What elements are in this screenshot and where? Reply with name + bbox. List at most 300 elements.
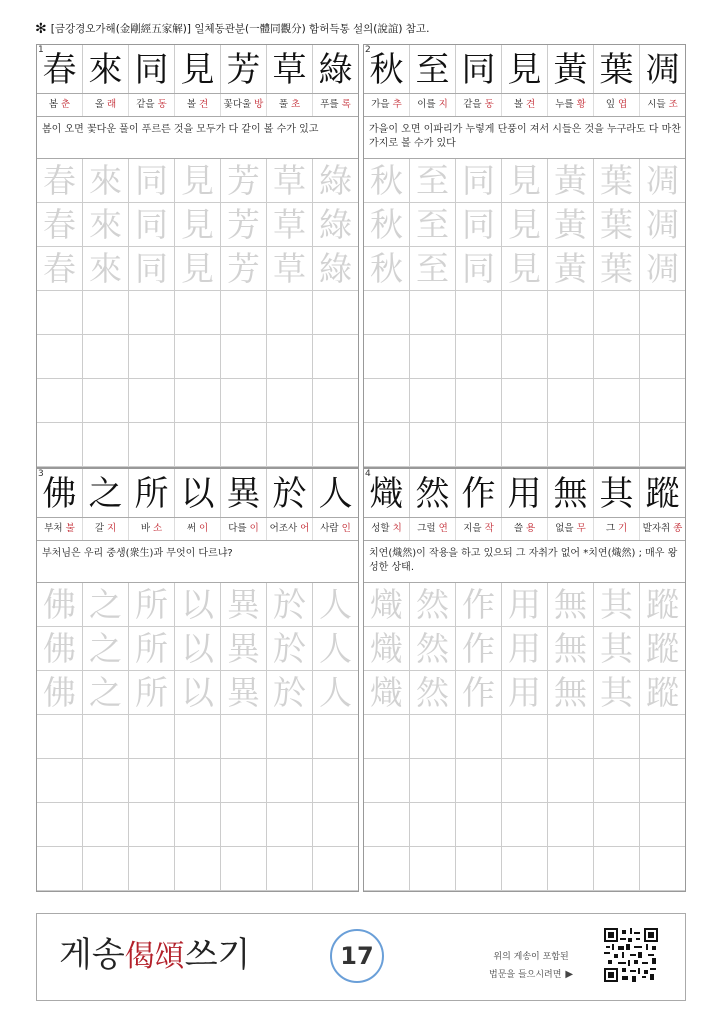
blank-practice-row [37, 759, 358, 803]
writing-cell[interactable] [364, 291, 410, 334]
trace-char: 葉 [594, 247, 640, 290]
meaning-word: 볼 [513, 99, 523, 110]
blank-practice-row [364, 379, 685, 423]
meaning-cell [640, 518, 685, 540]
hanja-char: 見 [507, 50, 542, 90]
writing-cell[interactable] [640, 847, 685, 890]
writing-cell[interactable] [410, 423, 456, 466]
meaning-word: 이를 [417, 99, 436, 110]
meaning-cell [502, 94, 548, 116]
translation: 치연(熾然)이 작용을 하고 있으되 그 자취가 없어 *치연(熾然) ; 매우 왕성한 상태. [364, 541, 685, 583]
trace-char: 見 [175, 203, 221, 246]
writing-cell[interactable] [640, 291, 685, 334]
writing-cell[interactable] [313, 423, 358, 466]
trace-char: 其 [594, 583, 640, 626]
writing-cell[interactable] [267, 847, 313, 890]
trace-row [364, 671, 685, 715]
hanja-char: 其 [599, 474, 634, 514]
trace-char: 佛 [37, 671, 83, 714]
writing-cell[interactable] [83, 715, 129, 758]
trace-char: 春 [37, 203, 83, 246]
trace-char: 來 [83, 247, 129, 290]
writing-cell[interactable] [410, 803, 456, 846]
meaning-cell [456, 94, 502, 116]
hanja-cell [221, 45, 267, 93]
writing-cell[interactable] [267, 335, 313, 378]
hanja-char: 同 [134, 50, 169, 90]
trace-char: 作 [456, 627, 502, 670]
writing-cell[interactable] [410, 715, 456, 758]
trace-char: 草 [267, 247, 313, 290]
hanja-char: 見 [180, 50, 215, 90]
meaning-word: 그럴 [417, 523, 436, 534]
writing-cell[interactable] [456, 335, 502, 378]
writing-cell[interactable] [175, 759, 221, 802]
hanja-char: 熾 [369, 474, 404, 514]
meaning-word: 잎 [605, 99, 615, 110]
trace-char: 黃 [548, 247, 594, 290]
trace-char: 芳 [221, 203, 267, 246]
meaning-cell [364, 94, 410, 116]
meaning-sound: 방 [254, 99, 264, 110]
panel-number: 1 [38, 45, 44, 55]
writing-cell[interactable] [502, 715, 548, 758]
trace-row [364, 627, 685, 671]
meaning-word: 꽃다울 [223, 99, 252, 110]
writing-cell[interactable] [221, 379, 267, 422]
trace-char: 芳 [221, 159, 267, 202]
trace-char: 同 [456, 159, 502, 202]
hanja-cell [175, 469, 221, 517]
hanja-cell [410, 469, 456, 517]
writing-cell[interactable] [221, 423, 267, 466]
writing-cell[interactable] [83, 335, 129, 378]
writing-cell[interactable] [548, 715, 594, 758]
writing-cell[interactable] [502, 291, 548, 334]
writing-cell[interactable] [313, 335, 358, 378]
writing-cell[interactable] [594, 379, 640, 422]
meaning-sound: 인 [341, 523, 351, 534]
writing-cell[interactable] [502, 847, 548, 890]
footer-title-prefix: 게송 [59, 935, 125, 975]
meaning-word: 푸를 [320, 99, 339, 110]
writing-cell[interactable] [313, 379, 358, 422]
meaning-sound: 록 [341, 99, 351, 110]
meaning-sound: 견 [526, 99, 536, 110]
meaning-row [364, 517, 685, 541]
practice-grid [364, 583, 685, 892]
meaning-sound: 무 [576, 523, 586, 534]
writing-cell[interactable] [364, 803, 410, 846]
writing-cell[interactable] [267, 759, 313, 802]
meaning-sound: 어 [300, 523, 310, 534]
writing-cell[interactable] [129, 803, 175, 846]
meaning-sound: 초 [291, 99, 301, 110]
writing-cell[interactable] [364, 423, 410, 466]
writing-cell[interactable] [594, 335, 640, 378]
header-note [35, 20, 695, 38]
writing-cell[interactable] [548, 379, 594, 422]
writing-cell[interactable] [502, 423, 548, 466]
qr-caption-line1: 위의 게송이 포함된 [493, 952, 569, 962]
trace-char: 見 [175, 159, 221, 202]
meaning-cell [410, 518, 456, 540]
writing-cell[interactable] [129, 335, 175, 378]
trace-char: 秋 [364, 203, 410, 246]
hanja-cell [267, 45, 313, 93]
writing-cell[interactable] [313, 847, 358, 890]
writing-cell[interactable] [364, 335, 410, 378]
trace-char: 熾 [364, 583, 410, 626]
writing-cell[interactable] [83, 759, 129, 802]
writing-cell[interactable] [548, 423, 594, 466]
writing-cell[interactable] [364, 759, 410, 802]
hanja-cell [83, 469, 129, 517]
meaning-cell [221, 94, 267, 116]
trace-row [364, 247, 685, 291]
hanja-char: 黃 [553, 50, 588, 90]
writing-cell[interactable] [221, 715, 267, 758]
writing-cell[interactable] [221, 803, 267, 846]
header-text: [금강경오가해(金剛經五家解)] 일체동관분(一體同觀分) 함허득통 설의(說誼) 참고. [50, 23, 430, 35]
trace-char: 蹤 [646, 629, 679, 668]
writing-cell[interactable] [410, 759, 456, 802]
hanja-char: 秋 [369, 50, 404, 90]
writing-cell[interactable] [175, 715, 221, 758]
meaning-sound: 기 [618, 523, 628, 534]
trace-char: 之 [83, 627, 129, 670]
meaning-cell [364, 518, 410, 540]
writing-cell[interactable] [594, 847, 640, 890]
trace-char: 熾 [364, 627, 410, 670]
trace-row [37, 159, 358, 203]
trace-char: 來 [83, 203, 129, 246]
trace-char: 於 [267, 627, 313, 670]
blank-practice-row [37, 423, 358, 467]
writing-cell[interactable] [456, 423, 502, 466]
practice-grid [37, 583, 358, 892]
hanja-char: 草 [272, 50, 307, 90]
trace-char: 來 [83, 159, 129, 202]
meaning-cell [175, 94, 221, 116]
writing-cell[interactable] [83, 423, 129, 466]
meaning-cell [129, 94, 175, 116]
writing-cell[interactable] [364, 379, 410, 422]
writing-cell[interactable] [175, 335, 221, 378]
writing-cell[interactable] [456, 759, 502, 802]
writing-cell[interactable] [37, 335, 83, 378]
hanja-char: 春 [42, 50, 77, 90]
writing-cell[interactable] [640, 759, 685, 802]
footer-title [59, 930, 250, 982]
hanja-cell [313, 45, 358, 93]
writing-cell[interactable] [410, 335, 456, 378]
meaning-sound: 동 [484, 99, 494, 110]
hanja-cell [410, 45, 456, 93]
writing-cell[interactable] [267, 379, 313, 422]
writing-cell[interactable] [456, 847, 502, 890]
writing-cell[interactable] [37, 715, 83, 758]
writing-cell[interactable] [502, 379, 548, 422]
practice-panel [36, 44, 359, 468]
trace-char: 人 [319, 673, 352, 712]
trace-char: 所 [129, 583, 175, 626]
writing-cell[interactable] [502, 759, 548, 802]
trace-char: 之 [83, 671, 129, 714]
writing-cell[interactable] [129, 291, 175, 334]
meaning-word: 풀 [278, 99, 288, 110]
writing-cell[interactable] [313, 291, 358, 334]
trace-row [37, 671, 358, 715]
writing-cell[interactable] [37, 291, 83, 334]
writing-cell[interactable] [83, 379, 129, 422]
trace-char: 綠 [319, 249, 352, 288]
trace-char: 用 [502, 583, 548, 626]
hanja-cell [129, 45, 175, 93]
writing-cell[interactable] [410, 291, 456, 334]
play-arrow-icon: ▶ [565, 969, 574, 980]
writing-cell[interactable] [83, 803, 129, 846]
meaning-word: 바 [140, 523, 150, 534]
trace-row [364, 203, 685, 247]
meaning-row [37, 93, 358, 117]
blank-practice-row [364, 423, 685, 467]
meaning-sound: 연 [438, 523, 448, 534]
hanja-row [364, 469, 685, 517]
trace-char: 無 [548, 671, 594, 714]
writing-cell[interactable] [548, 335, 594, 378]
hanja-cell [502, 45, 548, 93]
writing-cell[interactable] [640, 379, 685, 422]
writing-cell[interactable] [456, 379, 502, 422]
meaning-cell [37, 94, 83, 116]
meaning-sound: 동 [157, 99, 167, 110]
meaning-sound: 추 [392, 99, 402, 110]
writing-cell[interactable] [37, 847, 83, 890]
trace-char: 黃 [548, 203, 594, 246]
meaning-cell [83, 518, 129, 540]
writing-cell[interactable] [37, 423, 83, 466]
writing-cell[interactable] [129, 847, 175, 890]
trace-char: 至 [410, 247, 456, 290]
writing-cell[interactable] [267, 803, 313, 846]
writing-cell[interactable] [594, 291, 640, 334]
blank-practice-row [364, 803, 685, 847]
meaning-cell [313, 94, 358, 116]
trace-char: 至 [410, 159, 456, 202]
writing-cell[interactable] [640, 335, 685, 378]
writing-cell[interactable] [267, 291, 313, 334]
asterisk-icon: ✻ [35, 21, 47, 37]
meaning-cell [313, 518, 358, 540]
hanja-cell [129, 469, 175, 517]
trace-char: 以 [175, 583, 221, 626]
writing-cell[interactable] [548, 291, 594, 334]
writing-cell[interactable] [410, 379, 456, 422]
footer-title-hanja: 偈頌 [124, 939, 185, 974]
hanja-char: 用 [507, 474, 542, 514]
trace-char: 異 [221, 627, 267, 670]
practice-panel [363, 44, 686, 468]
writing-cell[interactable] [640, 715, 685, 758]
hanja-cell [364, 45, 410, 93]
writing-cell[interactable] [221, 759, 267, 802]
hanja-row [364, 45, 685, 93]
hanja-row [37, 45, 358, 93]
writing-cell[interactable] [267, 715, 313, 758]
writing-cell[interactable] [640, 803, 685, 846]
meaning-cell [267, 94, 313, 116]
writing-cell[interactable] [313, 803, 358, 846]
writing-cell[interactable] [410, 847, 456, 890]
practice-panel [36, 468, 359, 892]
meaning-sound: 래 [107, 99, 117, 110]
writing-cell[interactable] [175, 803, 221, 846]
trace-char: 黃 [548, 159, 594, 202]
meaning-cell [410, 94, 456, 116]
meaning-word: 올 [94, 99, 104, 110]
blank-practice-row [37, 715, 358, 759]
writing-cell[interactable] [129, 715, 175, 758]
trace-char: 作 [456, 671, 502, 714]
hanja-char: 於 [272, 474, 307, 514]
writing-cell[interactable] [456, 803, 502, 846]
trace-char: 草 [267, 203, 313, 246]
hanja-cell [83, 45, 129, 93]
meaning-word: 써 [186, 523, 196, 534]
trace-row [364, 159, 685, 203]
hanja-cell [548, 469, 594, 517]
trace-char: 用 [502, 627, 548, 670]
writing-cell[interactable] [175, 423, 221, 466]
trace-char: 其 [594, 627, 640, 670]
hanja-cell [221, 469, 267, 517]
hanja-cell [640, 469, 685, 517]
hanja-cell [456, 469, 502, 517]
hanja-cell [175, 45, 221, 93]
trace-char: 秋 [364, 247, 410, 290]
trace-char: 同 [456, 203, 502, 246]
writing-cell[interactable] [221, 335, 267, 378]
writing-cell[interactable] [594, 803, 640, 846]
meaning-word: 가을 [371, 99, 390, 110]
writing-cell[interactable] [548, 847, 594, 890]
meaning-word: 없을 [555, 523, 574, 534]
footer [36, 913, 686, 1001]
writing-cell[interactable] [594, 423, 640, 466]
practice-panel [363, 468, 686, 892]
meaning-row [364, 93, 685, 117]
hanja-char: 無 [553, 474, 588, 514]
trace-char: 至 [410, 203, 456, 246]
translation: 부처님은 우리 중생(衆生)과 무엇이 다르냐? [37, 541, 358, 583]
writing-cell[interactable] [364, 715, 410, 758]
trace-row [37, 203, 358, 247]
writing-cell[interactable] [456, 715, 502, 758]
writing-cell[interactable] [456, 291, 502, 334]
qr-caption [489, 948, 573, 984]
writing-cell[interactable] [502, 335, 548, 378]
writing-cell[interactable] [640, 423, 685, 466]
writing-cell[interactable] [548, 759, 594, 802]
writing-cell[interactable] [594, 759, 640, 802]
meaning-sound: 지 [107, 523, 117, 534]
meaning-sound: 지 [438, 99, 448, 110]
hanja-cell [594, 45, 640, 93]
meaning-word: 쓸 [513, 523, 523, 534]
writing-cell[interactable] [37, 803, 83, 846]
writing-cell[interactable] [37, 379, 83, 422]
writing-cell[interactable] [221, 847, 267, 890]
panel-number: 4 [365, 469, 371, 479]
meaning-cell [502, 518, 548, 540]
writing-cell[interactable] [364, 847, 410, 890]
meaning-word: 어조사 [269, 523, 298, 534]
blank-practice-row [364, 335, 685, 379]
meaning-sound: 견 [199, 99, 209, 110]
meaning-sound: 엽 [618, 99, 628, 110]
practice-grid [364, 159, 685, 468]
meaning-cell [129, 518, 175, 540]
trace-char: 同 [456, 247, 502, 290]
writing-cell[interactable] [83, 847, 129, 890]
trace-char: 佛 [37, 627, 83, 670]
qr-code[interactable] [604, 928, 658, 982]
trace-char: 綠 [319, 161, 352, 200]
meaning-sound: 춘 [61, 99, 71, 110]
trace-char: 綠 [319, 205, 352, 244]
writing-cell[interactable] [502, 803, 548, 846]
trace-row [37, 247, 358, 291]
writing-cell[interactable] [221, 291, 267, 334]
trace-char: 凋 [646, 161, 679, 200]
writing-cell[interactable] [267, 423, 313, 466]
meaning-word: 누를 [555, 99, 574, 110]
writing-cell[interactable] [313, 715, 358, 758]
writing-cell[interactable] [594, 715, 640, 758]
writing-cell[interactable] [313, 759, 358, 802]
meaning-sound: 조 [668, 99, 678, 110]
blank-practice-row [364, 759, 685, 803]
writing-cell[interactable] [548, 803, 594, 846]
hanja-cell [456, 45, 502, 93]
meaning-word: 지을 [463, 523, 482, 534]
writing-cell[interactable] [129, 759, 175, 802]
blank-practice-row [37, 847, 358, 891]
blank-practice-row [37, 379, 358, 423]
writing-cell[interactable] [129, 423, 175, 466]
trace-char: 人 [319, 585, 352, 624]
hanja-char: 異 [226, 474, 261, 514]
trace-char: 於 [267, 671, 313, 714]
trace-char: 然 [410, 627, 456, 670]
meaning-word: 다를 [228, 523, 247, 534]
writing-cell[interactable] [175, 291, 221, 334]
trace-char: 春 [37, 159, 83, 202]
writing-cell[interactable] [83, 291, 129, 334]
writing-cell[interactable] [37, 759, 83, 802]
writing-cell[interactable] [175, 847, 221, 890]
translation: 가을이 오면 이파리가 누렇게 단풍이 져서 시들은 것을 누구라도 다 마찬가지로 볼 수가 있다 [364, 117, 685, 159]
meaning-sound: 용 [526, 523, 536, 534]
meaning-cell [175, 518, 221, 540]
hanja-char: 葉 [599, 50, 634, 90]
hanja-cell [37, 45, 83, 93]
trace-char: 葉 [594, 203, 640, 246]
trace-char: 見 [175, 247, 221, 290]
writing-cell[interactable] [175, 379, 221, 422]
writing-cell[interactable] [129, 379, 175, 422]
